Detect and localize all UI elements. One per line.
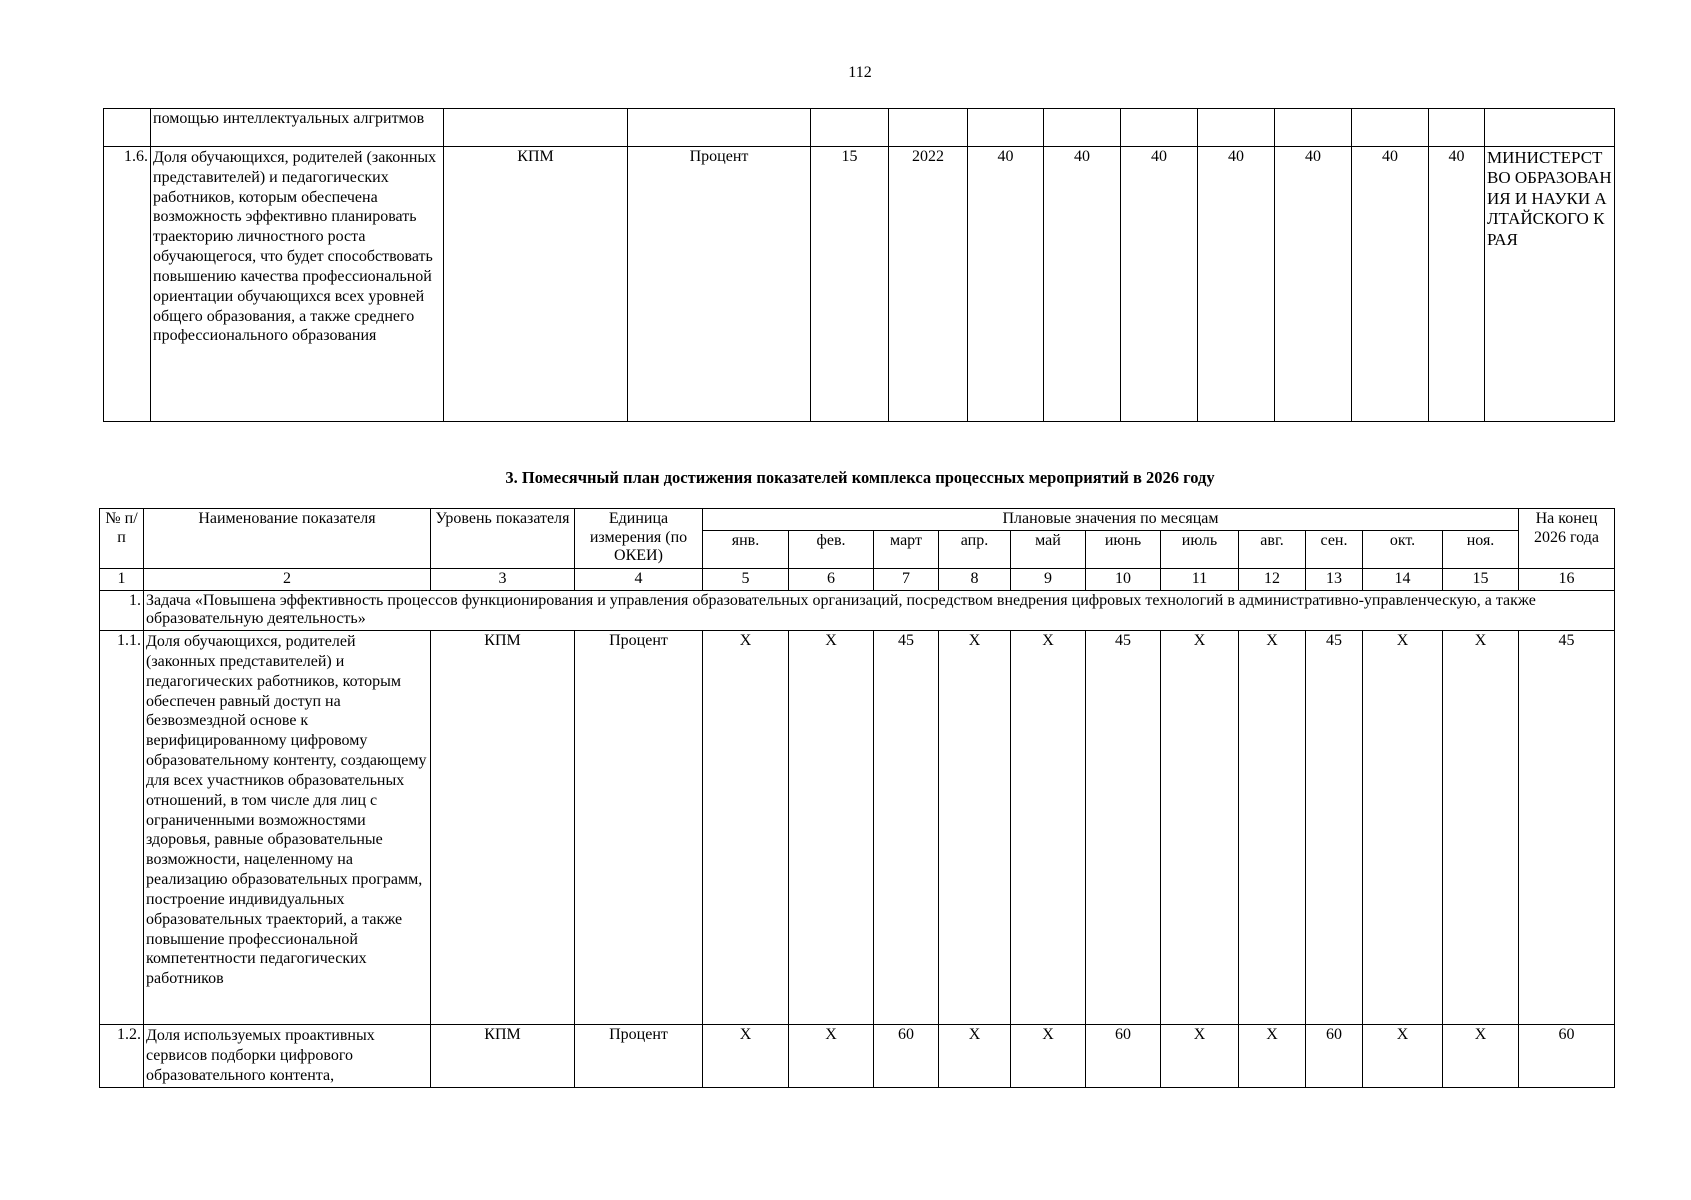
header-month: авг. xyxy=(1239,531,1306,569)
header-level: Уровень показателя xyxy=(431,509,575,569)
month-value: X xyxy=(1363,631,1443,1025)
month-value: X xyxy=(1363,1025,1443,1087)
header-month: ноя. xyxy=(1443,531,1519,569)
indicator-name: Доля обучающихся, родителей (законных представителей) и педагогических работников, которым обеспечен равный доступ на безвозмездной основе к верифицированному цифровому образовательному контенту, создающему для всех участников образовательных отношений, в том числе для лиц с ограниченными возможностями здоровья, равные образовательные возможности, нацеленному на реализацию образовательных программ, построение индивидуальных образовательных траекторий, а также повышение профессиональной компетентности педагогических работников xyxy=(144,631,431,1025)
header-month: сен. xyxy=(1306,531,1363,569)
month-value: X xyxy=(703,1025,789,1087)
column-number: 13 xyxy=(1306,569,1363,591)
header-month: апр. xyxy=(939,531,1011,569)
header-month: май xyxy=(1011,531,1086,569)
section-title: 3. Помесячный план достижения показателей комплекса процессных мероприятий в 2026 году xyxy=(505,468,1215,487)
table-row xyxy=(100,1025,1615,1087)
header-num: № п/п xyxy=(100,509,144,569)
indicator-level: КПМ xyxy=(444,147,628,422)
month-value: 45 xyxy=(1306,631,1363,1025)
value-cell: 40 xyxy=(968,147,1044,422)
value-cell: 40 xyxy=(1044,147,1121,422)
header-row xyxy=(100,509,1615,531)
month-value: 60 xyxy=(874,1025,939,1087)
month-value: X xyxy=(939,1025,1011,1087)
month-value: X xyxy=(939,631,1011,1025)
header-month: июнь xyxy=(1086,531,1161,569)
header-end-of-year: На конец 2026 года xyxy=(1519,509,1615,569)
header-name: Наименование показателя xyxy=(144,509,431,569)
end-of-year-value: 60 xyxy=(1519,1025,1615,1087)
column-number: 11 xyxy=(1161,569,1239,591)
month-value: 45 xyxy=(1086,631,1161,1025)
base-value: 15 xyxy=(811,147,889,422)
indicator-level: КПМ xyxy=(431,1025,575,1087)
header-month: окт. xyxy=(1363,531,1443,569)
value-cell: 40 xyxy=(1198,147,1275,422)
month-value: X xyxy=(789,1025,874,1087)
indicator-name: Доля используемых проактивных сервисов подборки цифрового образовательного контента, xyxy=(144,1025,431,1087)
table-row xyxy=(104,109,1615,147)
column-number: 1 xyxy=(100,569,144,591)
header-month: фев. xyxy=(789,531,874,569)
month-value: X xyxy=(1443,631,1519,1025)
header-month: янв. xyxy=(703,531,789,569)
indicator-name: Доля обучающихся, родителей (законных представителей) и педагогических работников, которым обеспечена возможность эффективно планировать траекторию личностного роста обучающегося, что будет способствовать повышению качества профессиональной ориентации обучающихся всех уровней общего образования, а также среднего профессионального образования xyxy=(151,147,444,422)
month-value: X xyxy=(1161,631,1239,1025)
task-row xyxy=(100,590,1615,630)
month-value: 45 xyxy=(874,631,939,1025)
column-number: 5 xyxy=(703,569,789,591)
task-text: Задача «Повышена эффективность процессов функционирования и управления образовательных организаций, посредством внедрения цифровых технологий в административно-управленческую, а также образовательную деятельность» xyxy=(144,590,1615,630)
column-number: 15 xyxy=(1443,569,1519,591)
column-number: 9 xyxy=(1011,569,1086,591)
column-number: 7 xyxy=(874,569,939,591)
column-number: 3 xyxy=(431,569,575,591)
responsible-body: МИНИСТЕРСТВО ОБРАЗОВАНИЯ И НАУКИ АЛТАЙСКОГО КРАЯ xyxy=(1485,147,1615,422)
month-value: X xyxy=(1239,631,1306,1025)
column-number: 2 xyxy=(144,569,431,591)
month-value: X xyxy=(1011,631,1086,1025)
value-cell: 40 xyxy=(1121,147,1198,422)
indicators-table-continued xyxy=(103,108,1615,422)
month-value: 60 xyxy=(1086,1025,1161,1087)
header-monthly: Плановые значения по месяцам xyxy=(703,509,1519,531)
row-number: 1.1. xyxy=(100,631,144,1025)
end-of-year-value: 45 xyxy=(1519,631,1615,1025)
indicator-unit: Процент xyxy=(575,1025,703,1087)
column-numbers-row xyxy=(100,569,1615,591)
month-value: 60 xyxy=(1306,1025,1363,1087)
table-row xyxy=(100,631,1615,1025)
month-value: X xyxy=(1161,1025,1239,1087)
month-value: X xyxy=(1011,1025,1086,1087)
row-number: 1.6. xyxy=(104,147,151,422)
column-number: 14 xyxy=(1363,569,1443,591)
indicator-level: КПМ xyxy=(431,631,575,1025)
month-value: X xyxy=(1443,1025,1519,1087)
column-number: 8 xyxy=(939,569,1011,591)
table-row xyxy=(104,147,1615,422)
header-month: июль xyxy=(1161,531,1239,569)
header-unit: Единица измерения (по ОКЕИ) xyxy=(575,509,703,569)
column-number: 4 xyxy=(575,569,703,591)
header-month: март xyxy=(874,531,939,569)
value-cell: 40 xyxy=(1352,147,1429,422)
value-cell: 40 xyxy=(1429,147,1485,422)
monthly-plan-table xyxy=(99,508,1615,1088)
column-number: 12 xyxy=(1239,569,1306,591)
indicator-unit: Процент xyxy=(628,147,811,422)
base-year: 2022 xyxy=(889,147,968,422)
column-number: 10 xyxy=(1086,569,1161,591)
month-value: X xyxy=(1239,1025,1306,1087)
row-number: 1.2. xyxy=(100,1025,144,1087)
page-number: 112 xyxy=(848,64,872,81)
indicator-unit: Процент xyxy=(575,631,703,1025)
value-cell: 40 xyxy=(1275,147,1352,422)
month-value: X xyxy=(703,631,789,1025)
column-number: 6 xyxy=(789,569,874,591)
indicator-name: помощью интеллектуальных алгритмов xyxy=(151,109,444,147)
column-number: 16 xyxy=(1519,569,1615,591)
row-number: 1. xyxy=(100,590,144,630)
month-value: X xyxy=(789,631,874,1025)
